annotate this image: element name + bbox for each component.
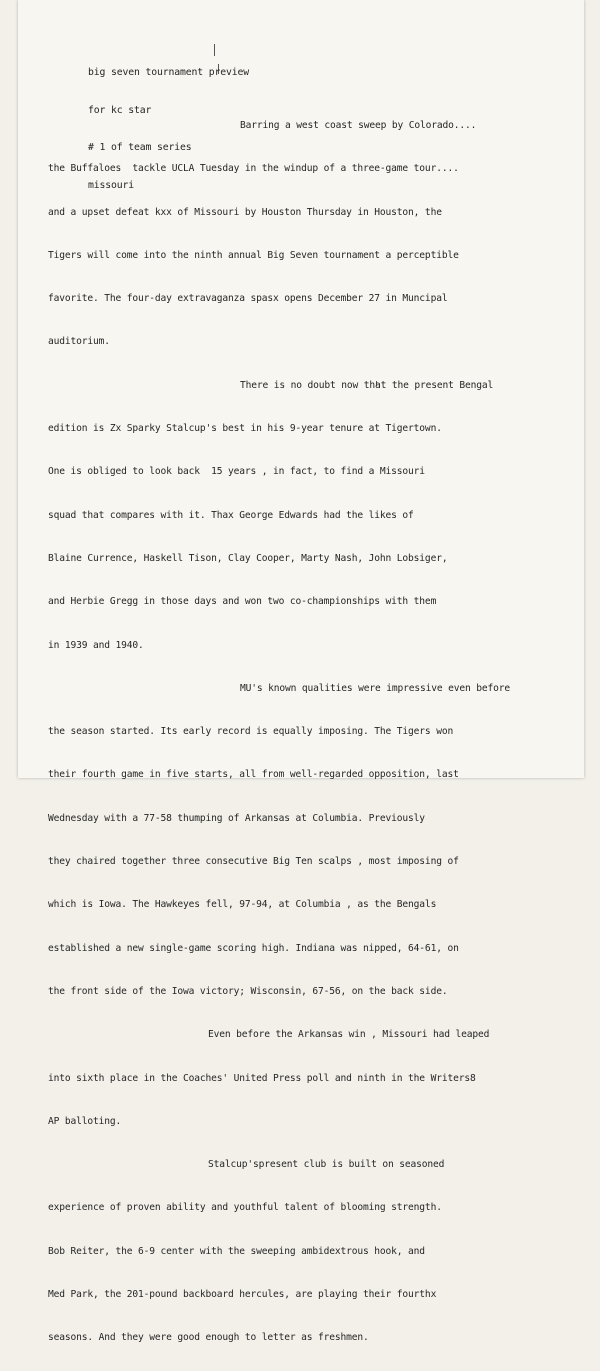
body-line: Wednesday with a 77-58 thumping of Arkansas at Columbia. Previously [48,812,425,824]
body-line: the season started. Its early record is equally imposing. The Tigers won [48,726,454,738]
body-line: their fourth game in five starts, all from well-regarded opposition, last [48,769,459,781]
body-line: Bob Reiter, the 6-9 center with the sweeping ambidextrous hook, and [48,1245,425,1257]
body-line: Blaine Currence, Haskell Tison, Clay Cooper, Marty Nash, John Lobsiger, [48,552,448,564]
body-line: Med Park, the 201-pound backboard hercules, are playing their fourthx [48,1289,437,1301]
body-line: and Herbie Gregg in those days and won two co-championships with them [48,596,437,608]
body-line: they chaired together three consecutive Big Ten scalps , most imposing of [48,856,459,868]
body-line: established a new single-game scoring high. Indiana was nipped, 64-61, on [48,942,459,954]
body-line: There is no doubt now that the present Bengal [240,379,494,391]
body-line: MU's known qualities were impressive even before [240,682,511,694]
header-line: missouri [88,179,134,191]
body-line: AP balloting. [48,1115,122,1127]
typewritten-page [18,0,584,1344]
body-line: Tigers will come into the ninth annual Big Seven tournament a perceptible [48,249,459,261]
body-line: Even before the Arkansas win , Missouri had leaped [208,1029,490,1041]
body-line: which is Iowa. The Hawkeyes fell, 97-94, at Columbia , as the Bengals [48,899,437,911]
body-line: and a upset defeat kxx of Missouri by Houston Thursday in Houston, the [48,206,442,218]
body-line: favorite. The four-day extravaganza spasx opens December 27 in Muncipal [48,293,448,305]
body-line: Stalcup'spresent club is built on seasoned [208,1159,445,1171]
article-body [48,93,510,1371]
body-line: into sixth place in the Coaches' United Press poll and ninth in the Writers8 [48,1072,476,1084]
body-line: seasons. And they were good enough to letter as freshmen. [48,1332,369,1344]
header-line: big seven tournament preview [88,67,249,78]
body-line: experience of proven ability and youthful talent of blooming strength. [48,1202,442,1214]
body-line: One is obliged to look back 15 years , in fact, to find a Missouri [48,466,425,478]
header-line: for kc star [88,104,152,116]
body-line: squad that compares with it. Thax George Edwards had the likes of [48,509,414,521]
header-line: # 1 of team series [88,142,192,153]
body-line: the front side of the Iowa victory; Wisconsin, 67-56, on the back side. [48,985,448,997]
body-line: in 1939 and 1940. [48,639,144,651]
body-line: the Buffaloes tackle UCLA Tuesday in the windup of a three-game tour.... [48,163,459,175]
body-line: auditorium. [48,336,110,348]
body-line: Barring a west coast sweep by Colorado.... [240,120,477,131]
body-line: edition is Zx Sparky Stalcup's best in his 9-year tenure at Tigertown. [48,423,442,435]
